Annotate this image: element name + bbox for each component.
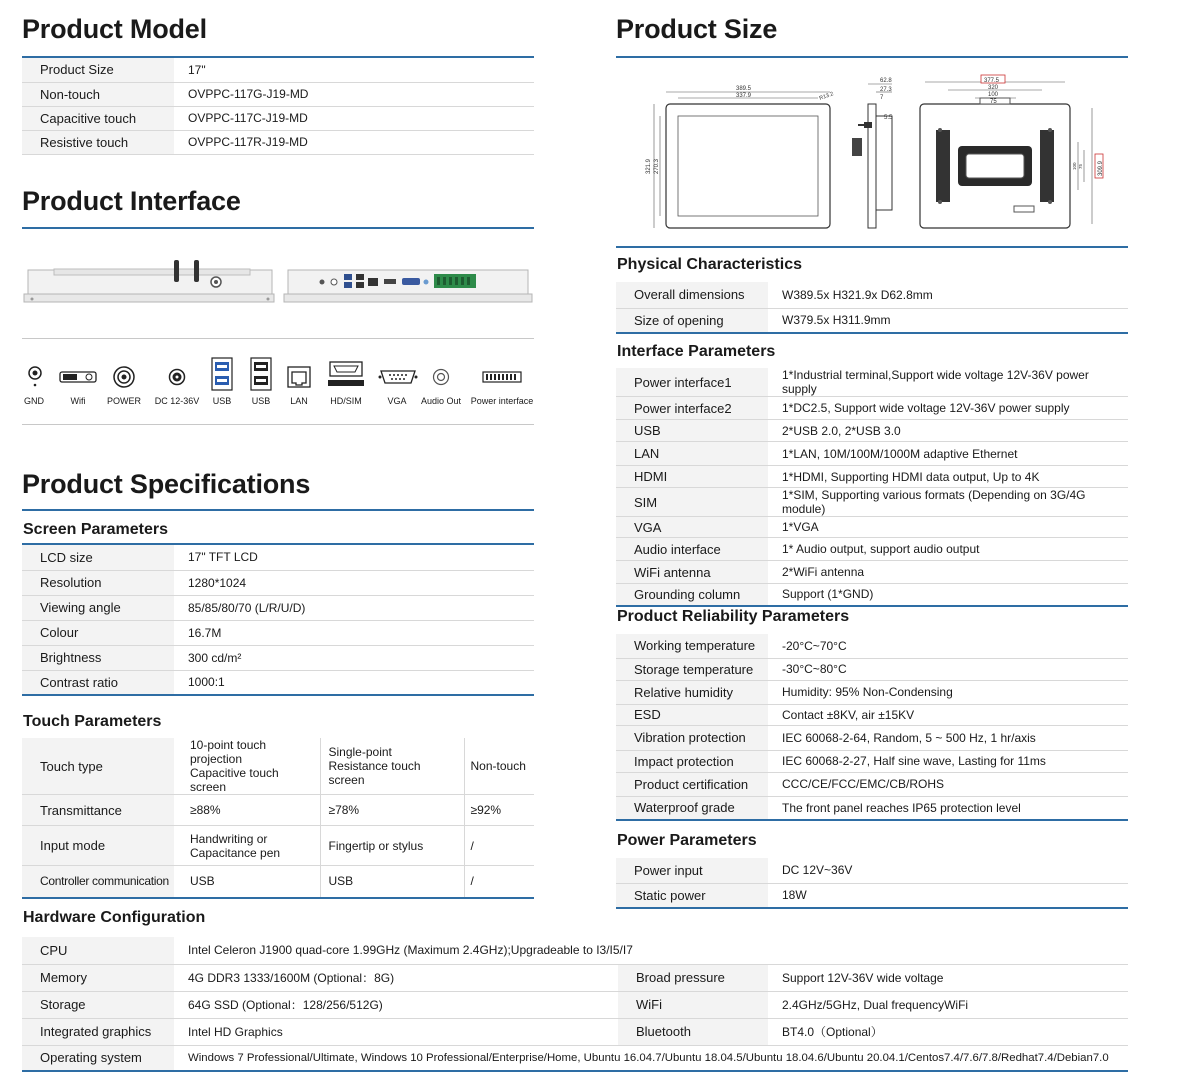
row-value: W379.5x H311.9mm: [768, 308, 1128, 333]
row-label: Impact protection: [616, 750, 768, 772]
row-label: Storage: [22, 991, 174, 1018]
dim-label: 100: [988, 92, 999, 98]
table-row: [616, 466, 1128, 488]
row-label: WiFi: [618, 991, 768, 1018]
row-label: Audio interface: [616, 538, 768, 561]
terminal-block-icon: [480, 362, 524, 392]
side-view-drawing: [852, 78, 893, 228]
row-value: 1280*1024: [174, 570, 534, 595]
row-value: ≥92%: [464, 795, 534, 826]
row-value: 85/85/80/70 (L/R/U/D): [174, 595, 534, 620]
subsection-title-interface: Interface Parameters: [617, 343, 776, 360]
row-value: The front panel reaches IP65 protection level: [768, 796, 1128, 820]
row-label: LAN: [616, 442, 768, 466]
port-label: VGA: [387, 396, 407, 406]
dim-label: 309.9: [1098, 160, 1104, 176]
row-value: 1* Audio output, support audio output: [768, 538, 1128, 561]
table-row: [616, 858, 1128, 883]
subsection-title-hardware: Hardware Configuration: [23, 909, 206, 926]
table-row: [616, 680, 1128, 704]
row-value: 300 cd/m²: [174, 645, 534, 670]
table-row: [22, 1018, 1128, 1045]
port-label: Wifi: [70, 396, 86, 406]
table-row: [616, 561, 1128, 584]
subsection-title-power: Power Parameters: [617, 832, 757, 849]
row-value: Non-touch: [464, 738, 534, 795]
dim-label: 75: [1078, 163, 1083, 169]
row-label: Integrated graphics: [22, 1018, 174, 1045]
row-label: Power interface2: [616, 397, 768, 420]
table-row: [22, 866, 534, 898]
lan-icon: [286, 362, 312, 392]
table-row: [616, 796, 1128, 820]
row-value: Support (1*GND): [768, 584, 1128, 606]
table-row: [22, 545, 534, 570]
table-row: [22, 82, 534, 106]
row-label: Broad pressure: [618, 964, 768, 991]
row-value: 18W: [768, 883, 1128, 908]
table-row: [22, 964, 1128, 991]
table-row: [616, 772, 1128, 796]
table-row: [616, 634, 1128, 658]
dim-label: 377.5: [984, 78, 1000, 84]
side-panel-left-drawing: [24, 260, 274, 302]
row-label: Working temperature: [616, 634, 768, 658]
row-label: Input mode: [22, 826, 174, 866]
table-row: [22, 595, 534, 620]
table-row: [22, 738, 534, 795]
table-row: [616, 488, 1128, 517]
port-label: POWER: [106, 396, 142, 406]
row-label: Resistive touch: [22, 130, 174, 154]
row-value: Single-point Resistance touch screen: [320, 738, 464, 795]
port-label: Audio Out: [420, 396, 462, 406]
table-row: [616, 725, 1128, 750]
row-value: 4G DDR3 1333/1600M (Optional：8G): [174, 964, 618, 991]
dim-label: 75: [990, 99, 997, 105]
interface-parameters-table: [616, 368, 1128, 607]
vga-icon: [378, 362, 418, 392]
table-row: [616, 883, 1128, 908]
dim-label: 320: [988, 85, 999, 91]
row-label: Storage temperature: [616, 658, 768, 680]
usb2-icon: [249, 356, 273, 392]
table-row: [22, 795, 534, 826]
port-label: USB: [251, 396, 271, 406]
row-value: 2*WiFi antenna: [768, 561, 1128, 584]
row-value: USB: [320, 866, 464, 898]
row-value: 2*USB 2.0, 2*USB 3.0: [768, 420, 1128, 442]
table-row: [616, 397, 1128, 420]
table-row: [616, 420, 1128, 442]
dim-label: R13.2: [818, 91, 835, 102]
power-parameters-table: [616, 858, 1128, 909]
row-value: OVPPC-117C-J19-MD: [174, 106, 534, 130]
row-value: Humidity: 95% Non-Condensing: [768, 680, 1128, 704]
row-label: CPU: [22, 937, 174, 964]
physical-characteristics-table: [616, 282, 1128, 334]
side-panel-right-drawing: [284, 270, 532, 302]
table-row: [616, 282, 1128, 308]
section-rule: [616, 246, 1128, 248]
row-label: Static power: [616, 883, 768, 908]
row-label: Touch type: [22, 738, 174, 795]
table-row: [22, 1045, 1128, 1071]
table-row: [616, 442, 1128, 466]
row-value: 1*LAN, 10M/100M/1000M adaptive Ethernet: [768, 442, 1128, 466]
row-value: 2.4GHz/5GHz, Dual frequencyWiFi: [768, 991, 1128, 1018]
table-row: [616, 308, 1128, 333]
dim-label: 321.9: [646, 158, 652, 174]
audio-out-icon: [429, 362, 453, 392]
row-label: Transmittance: [22, 795, 174, 826]
row-value: /: [464, 866, 534, 898]
dc-jack-icon: [166, 362, 188, 392]
row-label: Viewing angle: [22, 595, 174, 620]
row-label: Operating system: [22, 1045, 174, 1071]
row-value: 64G SSD (Optional：128/256/512G): [174, 991, 618, 1018]
row-value: 1*SIM, Supporting various formats (Depending on 3G/4G module): [768, 488, 1128, 517]
row-label: Grounding column: [616, 584, 768, 606]
row-value: OVPPC-117G-J19-MD: [174, 82, 534, 106]
dim-label: 27.3: [880, 87, 892, 93]
row-label: Non-touch: [22, 82, 174, 106]
table-row: [22, 620, 534, 645]
back-view-drawing: [920, 75, 1104, 228]
table-row: [616, 538, 1128, 561]
table-row: [22, 937, 1128, 964]
row-value: 1*VGA: [768, 517, 1128, 538]
wifi-antenna-icon: [58, 362, 98, 392]
port-label: USB: [212, 396, 232, 406]
dim-label: 7: [880, 95, 884, 101]
row-label: Contrast ratio: [22, 670, 174, 695]
dim-label: 100: [1072, 162, 1077, 170]
interface-icon-row: [22, 356, 534, 426]
section-rule: [22, 227, 534, 229]
row-value: BT4.0（Optional）: [768, 1018, 1128, 1045]
subsection-title-touch: Touch Parameters: [23, 713, 162, 730]
row-label: Relative humidity: [616, 680, 768, 704]
row-label: Power interface1: [616, 368, 768, 397]
screen-parameters-table: [22, 545, 534, 696]
row-label: LCD size: [22, 545, 174, 570]
table-row: [22, 991, 1128, 1018]
row-value: -20°C~70°C: [768, 634, 1128, 658]
row-label: WiFi antenna: [616, 561, 768, 584]
table-row: [22, 106, 534, 130]
row-value: 1*HDMI, Supporting HDMI data output, Up to 4K: [768, 466, 1128, 488]
row-value: -30°C~80°C: [768, 658, 1128, 680]
dim-label: 389.5: [736, 86, 752, 92]
row-label: Product Size: [22, 58, 174, 82]
row-label: VGA: [616, 517, 768, 538]
row-value: W389.5x H321.9x D62.8mm: [768, 282, 1128, 308]
row-label: Vibration protection: [616, 725, 768, 750]
row-label: ESD: [616, 704, 768, 725]
dim-label: 270.3: [654, 158, 660, 174]
power-button-icon: [111, 362, 137, 392]
row-label: Waterproof grade: [616, 796, 768, 820]
row-value: IEC 60068-2-64, Random, 5 ~ 500 Hz, 1 hr/axis: [768, 725, 1128, 750]
row-value: 1*DC2.5, Support wide voltage 12V-36V power supply: [768, 397, 1128, 420]
section-rule: [616, 56, 1128, 58]
row-label: Brightness: [22, 645, 174, 670]
gnd-icon: [24, 362, 46, 392]
dim-label: 5.5: [884, 115, 893, 121]
reliability-parameters-table: [616, 634, 1128, 821]
row-value: 17" TFT LCD: [174, 545, 534, 570]
product-model-table: [22, 58, 534, 155]
section-title-product-specifications: Product Specifications: [22, 469, 311, 499]
row-label: Overall dimensions: [616, 282, 768, 308]
row-label: Controller communication: [22, 866, 174, 898]
row-label: Power input: [616, 858, 768, 883]
subsection-title-physical: Physical Characteristics: [617, 256, 802, 273]
section-title-product-interface: Product Interface: [22, 186, 241, 216]
row-value: 1*Industrial terminal,Support wide voltage 12V-36V power supply: [768, 368, 1128, 397]
divider: [22, 338, 534, 339]
row-label: HDMI: [616, 466, 768, 488]
table-row: [616, 750, 1128, 772]
divider: [22, 424, 534, 425]
table-row: [616, 368, 1128, 397]
table-row: [22, 826, 534, 866]
section-title-product-size: Product Size: [616, 14, 778, 44]
row-label: Colour: [22, 620, 174, 645]
usb3-icon: [210, 356, 234, 392]
section-rule: [22, 509, 534, 511]
front-view-drawing: [646, 86, 834, 228]
port-label: Power interface: [470, 396, 534, 406]
subsection-title-reliability: Product Reliability Parameters: [617, 608, 850, 625]
table-row: [616, 584, 1128, 606]
row-label: Resolution: [22, 570, 174, 595]
row-label: Size of opening: [616, 308, 768, 333]
row-value: OVPPC-117R-J19-MD: [174, 130, 534, 154]
row-value: IEC 60068-2-27, Half sine wave, Lasting for 11ms: [768, 750, 1128, 772]
row-value: USB: [174, 866, 320, 898]
row-value: 1000:1: [174, 670, 534, 695]
table-row: [22, 645, 534, 670]
row-value: ≥78%: [320, 795, 464, 826]
row-value: ≥88%: [174, 795, 320, 826]
table-row: [22, 570, 534, 595]
row-value: Support 12V-36V wide voltage: [768, 964, 1128, 991]
row-label: Product certification: [616, 772, 768, 796]
touch-parameters-table: [22, 738, 534, 899]
table-row: [616, 704, 1128, 725]
port-label: HD/SIM: [330, 396, 362, 406]
row-value: 16.7M: [174, 620, 534, 645]
row-value: Intel Celeron J1900 quad-core 1.99GHz (Maximum 2.4GHz);Upgradeable to I3/I5/I7: [174, 937, 1128, 964]
table-row: [616, 658, 1128, 680]
interface-side-views: [22, 256, 534, 312]
dim-label: 337.9: [736, 93, 752, 99]
hdmi-sim-icon: [326, 358, 366, 390]
row-value: 10-point touch projection Capacitive touch screen: [174, 738, 320, 795]
table-row: [22, 670, 534, 695]
row-value: Handwriting or Capacitance pen: [174, 826, 320, 866]
row-label: Capacitive touch: [22, 106, 174, 130]
section-title-product-model: Product Model: [22, 14, 207, 44]
row-value: Windows 7 Professional/Ultimate, Windows 10 Professional/Enterprise/Home, Ubuntu 16.04.7/Ubuntu 18.04.5/Ubuntu 18.04.6/Ubuntu 20.04.1/Centos7.4/7.6/7.8/Redhat7.4/Debian7.0: [174, 1045, 1128, 1071]
port-label: GND: [24, 396, 44, 406]
product-dimension-drawing: [640, 70, 1108, 240]
dim-label: 62.8: [880, 78, 892, 84]
row-label: Bluetooth: [618, 1018, 768, 1045]
row-label: SIM: [616, 488, 768, 517]
row-value: Intel HD Graphics: [174, 1018, 618, 1045]
row-label: USB: [616, 420, 768, 442]
subsection-title-screen: Screen Parameters: [23, 521, 168, 538]
row-label: Memory: [22, 964, 174, 991]
port-label: DC 12-36V: [154, 396, 200, 406]
row-value: DC 12V~36V: [768, 858, 1128, 883]
port-label: LAN: [290, 396, 308, 406]
row-value: Contact ±8KV, air ±15KV: [768, 704, 1128, 725]
table-row: [22, 130, 534, 154]
table-row: [22, 58, 534, 82]
row-value: CCC/CE/FCC/EMC/CB/ROHS: [768, 772, 1128, 796]
hardware-configuration-table: [22, 937, 1128, 1072]
row-value: /: [464, 826, 534, 866]
row-value: 17": [174, 58, 534, 82]
row-value: Fingertip or stylus: [320, 826, 464, 866]
table-row: [616, 517, 1128, 538]
